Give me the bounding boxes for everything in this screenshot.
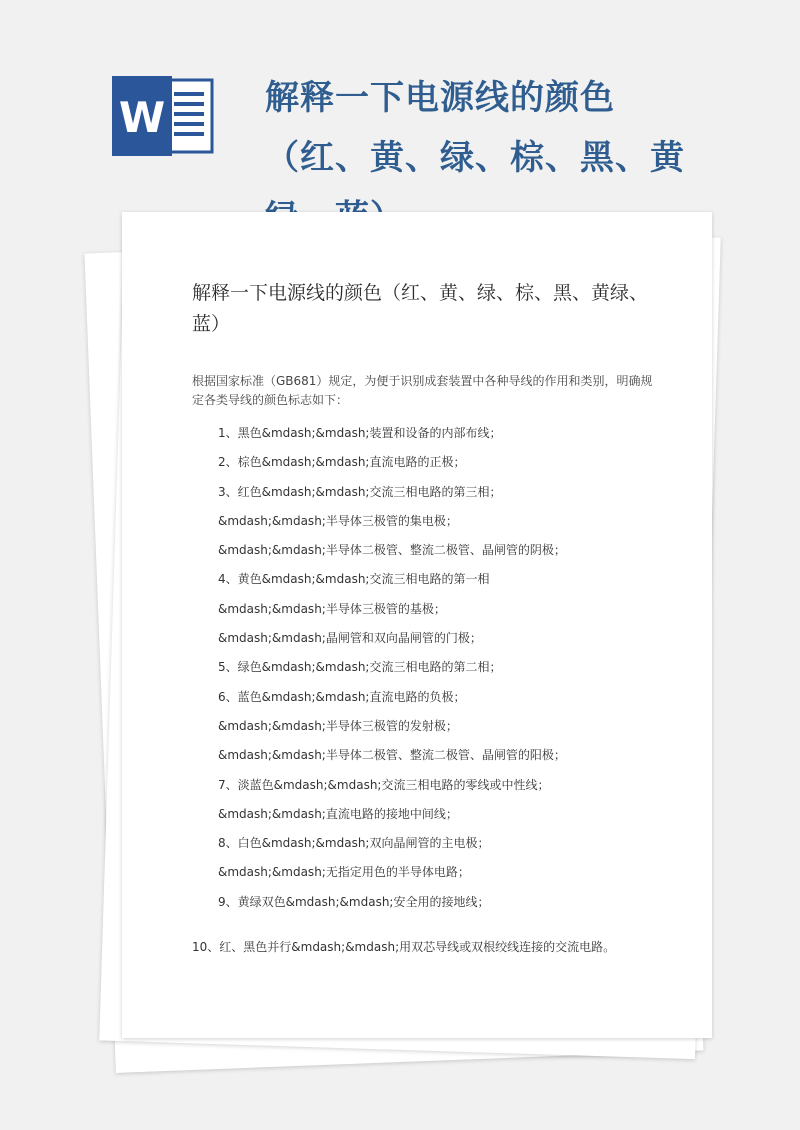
list-item: &mdash;&mdash;半导体三极管的基极； — [218, 601, 446, 616]
list-item: 5、绿色&mdash;&mdash;交流三相电路的第二相； — [218, 660, 502, 675]
header-title: 解释一下电源线的颜色（红、黄、绿、棕、黑、黄 — [265, 78, 685, 178]
svg-text:W: W — [118, 93, 166, 142]
list-item: &mdash;&mdash;直流电路的接地中间线； — [218, 806, 458, 821]
list-item: &mdash;&mdash;半导体三极管的集电极； — [218, 513, 458, 528]
color-code-list — [218, 424, 566, 922]
list-item: &mdash;&mdash;晶闸管和双向晶闸管的门极； — [218, 631, 482, 646]
list-item: 7、淡蓝色&mdash;&mdash;交流三相电路的零线或中性线； — [218, 777, 550, 792]
list-item: 9、黄绿双色&mdash;&mdash;安全用的接地线； — [218, 894, 490, 909]
word-document-icon — [112, 76, 216, 156]
list-item: 1、黑色&mdash;&mdash;装置和设备的内部布线； — [218, 426, 502, 440]
list-item: &mdash;&mdash;半导体三极管的发射极； — [218, 718, 458, 733]
list-item: &mdash;&mdash;无指定用色的半导体电路； — [218, 865, 470, 880]
list-item: 8、白色&mdash;&mdash;双向晶闸管的主电极； — [218, 836, 490, 851]
intro-paragraph: 根据国家标准（GB681）规定，为便于识别成套装置中各种导线的作用和类别，明确规定各类导线的颜色标志如下： — [192, 374, 653, 407]
document-page — [122, 212, 712, 1038]
list-item: 2、棕色&mdash;&mdash;直流电路的正极； — [218, 455, 466, 470]
list-item: 4、黄色&mdash;&mdash;交流三相电路的第一相 — [218, 572, 490, 587]
document-title: 解释一下电源线的颜色（红、黄、绿、棕、黑、黄绿、蓝） — [192, 282, 649, 335]
list-item: &mdash;&mdash;半导体二极管、整流二极管、晶闸管的阴极； — [218, 543, 566, 558]
list-item: &mdash;&mdash;半导体二极管、整流二极管、晶闸管的阳极； — [218, 748, 566, 763]
list-item: 6、蓝色&mdash;&mdash;直流电路的负极； — [218, 689, 466, 704]
list-item: 3、红色&mdash;&mdash;交流三相电路的第三相； — [218, 484, 502, 499]
list-item-last: 10、红、黑色并行&mdash;&mdash;用双芯导线或双根绞线连接的交流电路。 — [192, 940, 616, 954]
